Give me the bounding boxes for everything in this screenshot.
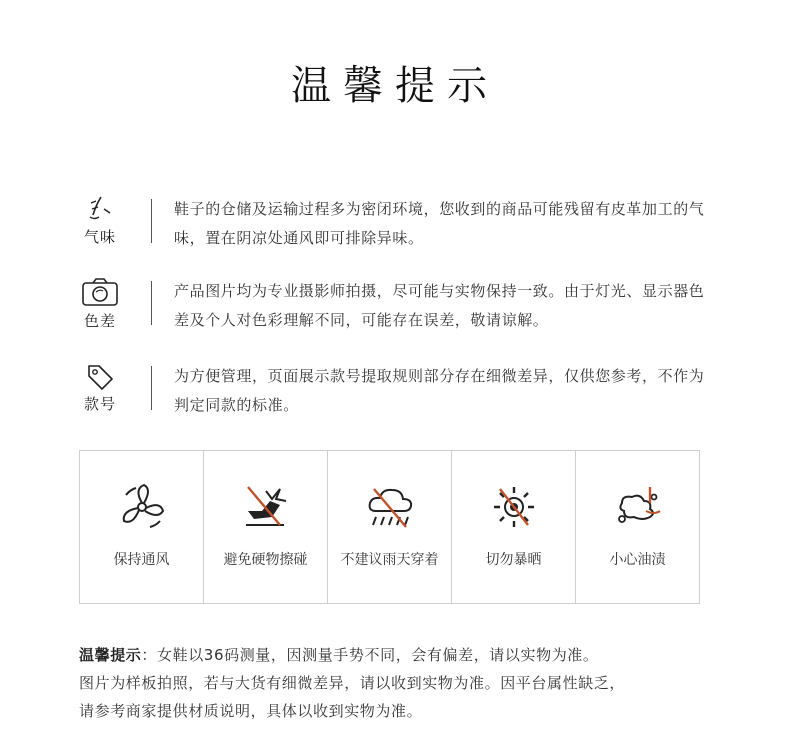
page-title: 温馨提示 xyxy=(291,63,499,109)
care-label: 保持通风 xyxy=(113,552,170,568)
care-item-oil xyxy=(576,451,699,603)
care-item-ventilate xyxy=(80,451,204,603)
tip-text: 鞋子的仓储及运输过程多为密闭环境，您收到的商品可能残留有皮革加工的气味，置在阴凉处通风即可排除异味。 xyxy=(174,200,705,247)
tip-text: 为方便管理，页面展示款号提取规则部分存在细微差异，仅供您参考，不作为判定同款的标准。 xyxy=(174,367,705,414)
tip-label: 气味 xyxy=(83,228,116,246)
no-sun-icon xyxy=(488,481,540,533)
tip-divider xyxy=(151,366,152,410)
care-label: 不建议雨天穿着 xyxy=(340,552,439,568)
notice-text xyxy=(79,641,719,725)
care-label: 避免硬物擦碰 xyxy=(223,552,308,568)
care-item-no-rain xyxy=(328,451,452,603)
tip-row-style xyxy=(78,362,718,428)
tip-label: 色差 xyxy=(83,312,116,330)
care-label: 小心油渍 xyxy=(609,552,666,568)
care-item-no-sun xyxy=(452,451,576,603)
care-item-no-scratch xyxy=(204,451,328,603)
care-instructions-box xyxy=(79,450,700,604)
tip-label: 款号 xyxy=(83,395,116,413)
notice-line-3: 请参考商家提供材质说明，具体以收到实物为准。 xyxy=(79,702,423,720)
tag-icon xyxy=(85,362,115,390)
tip-divider xyxy=(151,281,152,325)
notice-heading: 温馨提示 xyxy=(79,646,142,664)
no-scratch-icon xyxy=(240,481,292,533)
tip-divider xyxy=(151,199,152,243)
fan-icon xyxy=(116,481,168,533)
notice-line-1: 温馨提示：女鞋以36码测量，因测量手势不同，会有偏差，请以实物为准。 xyxy=(79,646,599,664)
oil-stain-icon xyxy=(612,481,664,533)
no-rain-icon xyxy=(364,481,416,533)
care-label: 切勿暴晒 xyxy=(485,552,542,568)
tip-row-smell xyxy=(78,195,718,261)
tip-row-color xyxy=(78,277,718,343)
smell-icon xyxy=(85,195,115,223)
notice-line-2: 图片为样板拍照，若与大货有细微差异，请以收到实物为准。因平台属性缺乏， xyxy=(79,674,626,692)
tip-text: 产品图片均为专业摄影师拍摄，尽可能与实物保持一致。由于灯光、显示器色差及个人对色彩理解不同，可能存在误差，敬请谅解。 xyxy=(174,282,705,329)
camera-icon xyxy=(81,277,119,307)
